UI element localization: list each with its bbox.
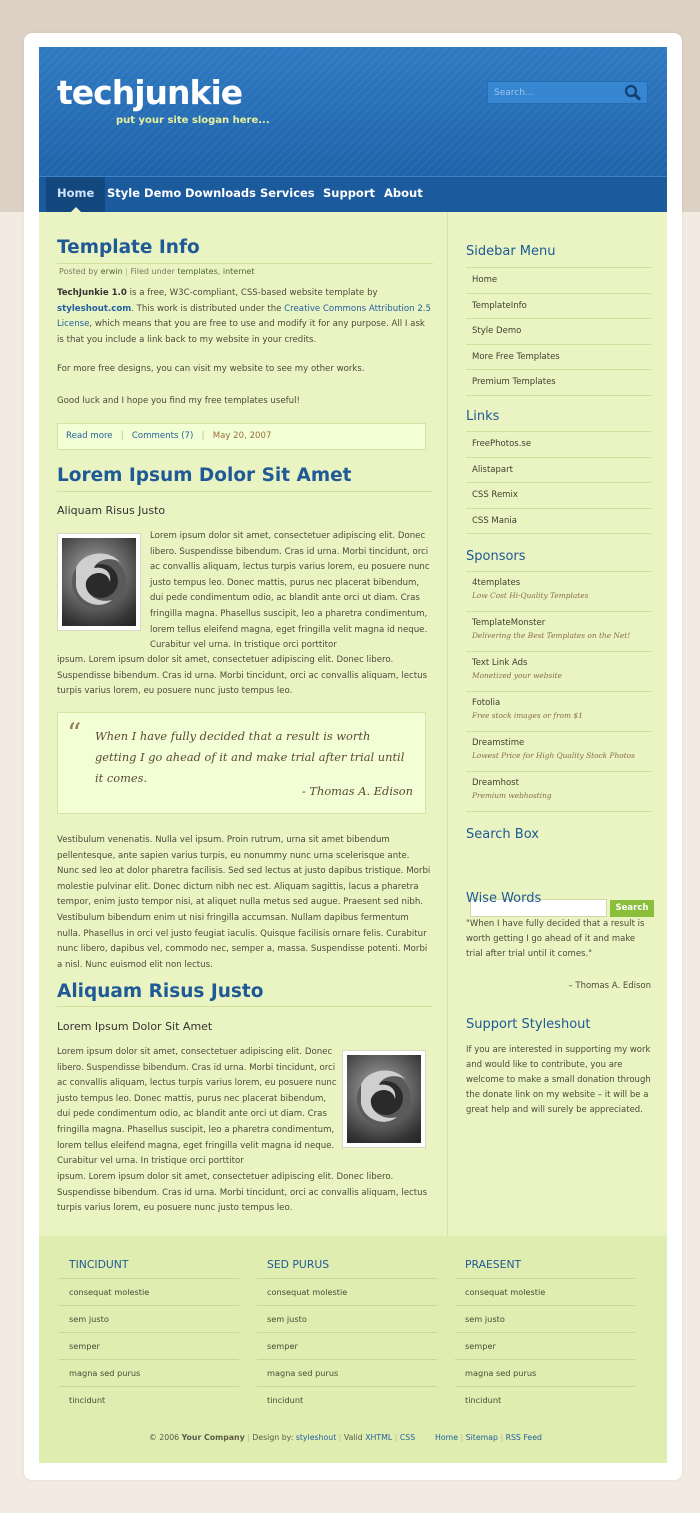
- valid-label: Valid: [343, 1433, 363, 1442]
- quote-author: - Thomas A. Edison: [301, 784, 413, 798]
- comments-link[interactable]: Comments (7): [131, 431, 194, 441]
- sidebar-sponsors-title: Sponsors: [466, 549, 526, 564]
- sidebar-links: [466, 431, 651, 534]
- wise-words-author: – Thomas A. Edison: [568, 981, 651, 991]
- sponsor-desc: Lowest Price for High Quality Stock Photos: [472, 751, 635, 760]
- post-footer: [57, 423, 426, 450]
- company-name: Your Company: [181, 1433, 245, 1442]
- footer-home-link[interactable]: Home: [435, 1433, 459, 1442]
- divider: [57, 1006, 433, 1007]
- sponsor-item[interactable]: [466, 772, 651, 812]
- sponsor-item[interactable]: [466, 692, 651, 732]
- footer-link[interactable]: magna sed purus: [257, 1360, 437, 1387]
- post1-paragraph-3: Good luck and I hope you find my free templates useful!: [57, 396, 300, 406]
- site-header: [39, 47, 667, 212]
- post3-subtitle: Lorem Ipsum Dolor Sit Amet: [57, 1020, 213, 1033]
- post-meta: Posted by erwin | Filed under templates, internet: [59, 267, 255, 276]
- sponsor-desc: Premium webhosting: [472, 791, 552, 800]
- sidebar-menu-item[interactable]: Style Demo: [466, 319, 651, 345]
- license-link[interactable]: Creative Commons Attribution 2.5 License: [57, 303, 431, 330]
- footer-sitemap-link[interactable]: Sitemap: [465, 1433, 498, 1442]
- sponsor-name: TemplateMonster: [472, 618, 546, 628]
- sponsor-item[interactable]: [466, 732, 651, 772]
- meta-category-internet[interactable]: internet: [222, 267, 255, 276]
- read-more-link[interactable]: Read more: [66, 431, 113, 441]
- sidebar-menu-item[interactable]: More Free Templates: [466, 345, 651, 371]
- meta-filed: Filed under: [130, 267, 175, 276]
- p1-text-b: . This work is distributed under the: [131, 303, 285, 314]
- firefox-icon: [68, 548, 130, 614]
- sidebar-menu-title: Sidebar Menu: [466, 244, 556, 259]
- post3-thumbnail: [342, 1050, 426, 1148]
- search-icon[interactable]: [623, 84, 643, 102]
- divider: [57, 491, 433, 492]
- footer-link[interactable]: magna sed purus: [59, 1360, 239, 1387]
- sidebar-search-button[interactable]: Search: [610, 900, 654, 917]
- post-title-lorem-ipsum[interactable]: Lorem Ipsum Dolor Sit Amet: [57, 465, 352, 486]
- sponsor-item[interactable]: [466, 652, 651, 692]
- copy-sep: |: [394, 1433, 398, 1442]
- post-title-aliquam[interactable]: Aliquam Risus Justo: [57, 981, 264, 1002]
- meta-separator: |: [125, 267, 128, 276]
- support-text: If you are interested in supporting my work and would like to contribute, you are welcome to make a small donation through the donate link on my website – it will be a great help and will surely be appreciated.: [466, 1045, 651, 1115]
- sidebar-link[interactable]: Alistapart: [466, 458, 651, 484]
- sidebar-search-title: Search Box: [466, 827, 539, 842]
- sidebar-links-title: Links: [466, 409, 500, 424]
- quote-mark-icon: “: [67, 717, 82, 750]
- site-slogan: put your site slogan here...: [116, 115, 270, 126]
- footer-column-title: TINCIDUNT: [59, 1258, 239, 1279]
- sidebar-wise-title: Wise Words: [466, 891, 542, 906]
- p1-text-c: , which means that you are free to use and modify it for any purpose. All I ask is that you include a link back to my website in your credits.: [57, 319, 425, 345]
- post-date: May 20, 2007: [212, 431, 272, 441]
- sponsor-desc: Low Cost Hi-Quality Templates: [472, 591, 589, 600]
- styleshout-link[interactable]: styleshout.com: [57, 303, 132, 314]
- site-wrapper: [39, 47, 667, 1463]
- footer-link[interactable]: sem justo: [455, 1306, 635, 1333]
- post2-thumbnail: [57, 533, 141, 631]
- footer-column: [59, 1258, 239, 1414]
- nav-about[interactable]: About: [384, 186, 423, 200]
- sponsor-name: Fotolia: [472, 698, 501, 708]
- sidebar-menu-item[interactable]: TemplateInfo: [466, 294, 651, 320]
- header-search-input[interactable]: [488, 82, 618, 103]
- firefox-logo-image: [347, 1055, 421, 1143]
- nav-style-demo[interactable]: Style Demo: [107, 186, 182, 200]
- sidebar-sponsors: [466, 571, 651, 812]
- sponsor-name: Dreamstime: [472, 738, 525, 748]
- sponsor-name: 4templates: [472, 578, 521, 588]
- footer-link[interactable]: consequat molestie: [257, 1279, 437, 1306]
- nav-support[interactable]: Support: [323, 186, 376, 200]
- post2-body-bottom: ipsum. Lorem ipsum dolor sit amet, consectetuer adipiscing elit. Donec libero. Suspendisse bibendum. Cras id urna. Morbi tincidunt, orci ac convallis aliquam, lectus turpis varius lorem, eu posuere nunc justo tempus leo.: [57, 655, 428, 697]
- sponsor-name: Dreamhost: [472, 778, 519, 788]
- footer-sep: |: [115, 431, 130, 441]
- footer-column-title: SED PURUS: [257, 1258, 437, 1279]
- copyright-prefix: © 2006: [149, 1433, 180, 1442]
- post2-body-2: Vestibulum venenatis. Nulla vel ipsum. Proin rutrum, urna sit amet bibendum pellentesque, ante sapien varius turpis, eu nonummy nunc urna scelerisque ante. Nunc sed leo at dolor pharetra facilisis. Sed sed lectus at justo dapibus tristique. Morbi molestie pulvinar elit. Donec dictum nibh nec est. Aliquam sagittis, lacus a pharetra tempor, enim justo tempor nisi, at aliquet nulla metus sed augue. Praesent sed nibh. Vestibulum bibendum enim ut nisi fringilla accumsan. Nullam dapibus fermentum nulla. Phasellus in orci vel justo feugiat iaculis. Quisque facilisis ornare felis. Curabitur nunc libero, dapibus vel, commodo nec, semper a, massa. Suspendisse potenti. Morbi a nisl. Nunc euismod elit non lectus.: [57, 835, 431, 970]
- footer-column: [257, 1258, 437, 1414]
- sidebar-link[interactable]: FreePhotos.se: [466, 432, 651, 458]
- footer-link[interactable]: magna sed purus: [455, 1360, 635, 1387]
- p1-text-a: is a free, W3C-compliant, CSS-based website template by: [126, 288, 378, 298]
- footer-link[interactable]: consequat molestie: [59, 1279, 239, 1306]
- footer-link[interactable]: sem justo: [257, 1306, 437, 1333]
- main-content: [39, 212, 447, 1236]
- copyright-bar: [149, 1433, 542, 1442]
- site-logo[interactable]: techjunkie: [57, 73, 243, 112]
- post2-body-top: Lorem ipsum dolor sit amet, consectetuer adipiscing elit. Donec libero. Suspendisse bibendum. Cras id urna. Morbi tincidunt, orci ac convallis aliquam, lectus turpis varius lorem, eu posuere nunc justo tempus leo. Donec mattis, purus nec placerat bibendum, dui pede condimentum odio, ac blandit ante orci ut diam. Cras fringilla magna. Phasellus suscipit, leo a pharetra condimentum, lorem tellus eleifend magna, eget fringilla velit magna id neque. Curabitur vel urna. In tristique orci porttitor: [150, 531, 430, 651]
- xhtml-link[interactable]: XHTML: [365, 1433, 393, 1442]
- site-footer: [39, 1236, 667, 1463]
- footer-link[interactable]: semper: [59, 1333, 239, 1360]
- footer-link[interactable]: semper: [257, 1333, 437, 1360]
- sidebar-menu-item[interactable]: Home: [466, 268, 651, 294]
- copy-sep: |: [247, 1433, 250, 1442]
- sponsor-desc: Monetized your website: [472, 671, 563, 680]
- footer-link[interactable]: consequat molestie: [455, 1279, 635, 1306]
- post2-subtitle: Aliquam Risus Justo: [57, 504, 166, 517]
- firefox-icon: [353, 1065, 415, 1131]
- sponsor-name: Text Link Ads: [472, 658, 528, 668]
- footer-link[interactable]: semper: [455, 1333, 635, 1360]
- firefox-logo-image: [62, 538, 136, 626]
- footer-column: [455, 1258, 635, 1414]
- header-search: [487, 81, 648, 104]
- meta-prefix: Posted by: [59, 267, 99, 276]
- footer-rss-link[interactable]: RSS Feed: [505, 1433, 542, 1442]
- sidebar-link[interactable]: CSS Remix: [466, 483, 651, 509]
- sidebar-link[interactable]: CSS Mania: [466, 509, 651, 535]
- quote-text: When I have fully decided that a result is worth getting I go ahead of it and make trial after trial until it comes.: [95, 729, 405, 785]
- nav-home[interactable]: Home: [46, 177, 105, 212]
- wise-words-text: "When I have fully decided that a result is worth getting I go ahead of it and make trial after trial until it comes.": [466, 919, 645, 959]
- designer-link[interactable]: styleshout: [295, 1433, 337, 1442]
- sidebar-menu-item[interactable]: Premium Templates: [466, 370, 651, 396]
- template-name: TechJunkie 1.0: [57, 288, 127, 298]
- footer-link[interactable]: sem justo: [59, 1306, 239, 1333]
- footer-sep: |: [196, 431, 210, 441]
- copy-sep: |: [460, 1433, 464, 1442]
- copy-sep: |: [338, 1433, 342, 1442]
- meta-category-templates[interactable]: templates: [177, 267, 218, 276]
- post3-body-bottom: ipsum. Lorem ipsum dolor sit amet, consectetuer adipiscing elit. Donec libero. Suspendisse bibendum. Cras id urna. Morbi tincidunt, orci ac convallis aliquam, lectus turpis varius lorem, eu posuere nunc justo tempus leo.: [57, 1172, 428, 1214]
- post-title-template-info[interactable]: Template Info: [57, 237, 200, 258]
- footer-link[interactable]: tincidunt: [69, 1395, 106, 1405]
- post1-paragraph-1: [57, 286, 433, 348]
- nav-downloads[interactable]: Downloads: [185, 186, 256, 200]
- footer-column-title: PRAESENT: [455, 1258, 635, 1279]
- sponsor-desc: Delivering the Best Templates on the Net!: [472, 631, 631, 640]
- main-nav: [39, 176, 667, 212]
- blockquote: [57, 712, 426, 814]
- sidebar: [447, 212, 667, 1236]
- footer-link[interactable]: tincidunt: [465, 1395, 502, 1405]
- sponsor-desc: Free stock images or from $1: [472, 711, 583, 720]
- sponsor-item[interactable]: [466, 612, 651, 652]
- sponsor-item[interactable]: [466, 572, 651, 612]
- sidebar-menu: [466, 267, 651, 396]
- divider: [57, 263, 433, 264]
- footer-link[interactable]: tincidunt: [267, 1395, 304, 1405]
- css-link[interactable]: CSS: [399, 1433, 416, 1442]
- post3-body-top: Lorem ipsum dolor sit amet, consectetuer adipiscing elit. Donec libero. Suspendisse bibendum. Cras id urna. Morbi tincidunt, orci ac convallis aliquam, lectus turpis varius lorem, eu posuere nunc justo tempus leo. Donec mattis, purus nec placerat bibendum, dui pede condimentum odio, ac blandit ante orci ut diam. Cras fringilla magna. Phasellus suscipit, leo a pharetra condimentum, lorem tellus eleifend magna, eget fringilla velit magna id neque. Curabitur vel urna. In tristique orci porttitor: [57, 1047, 337, 1167]
- meta-author-link[interactable]: erwin: [100, 267, 123, 276]
- nav-services[interactable]: Services: [260, 186, 315, 200]
- sidebar-support-title: Support Styleshout: [466, 1017, 591, 1032]
- post1-paragraph-2: For more free designs, you can visit my website to see my other works.: [57, 364, 365, 374]
- copy-sep: |: [500, 1433, 504, 1442]
- design-by-label: Design by:: [252, 1433, 294, 1442]
